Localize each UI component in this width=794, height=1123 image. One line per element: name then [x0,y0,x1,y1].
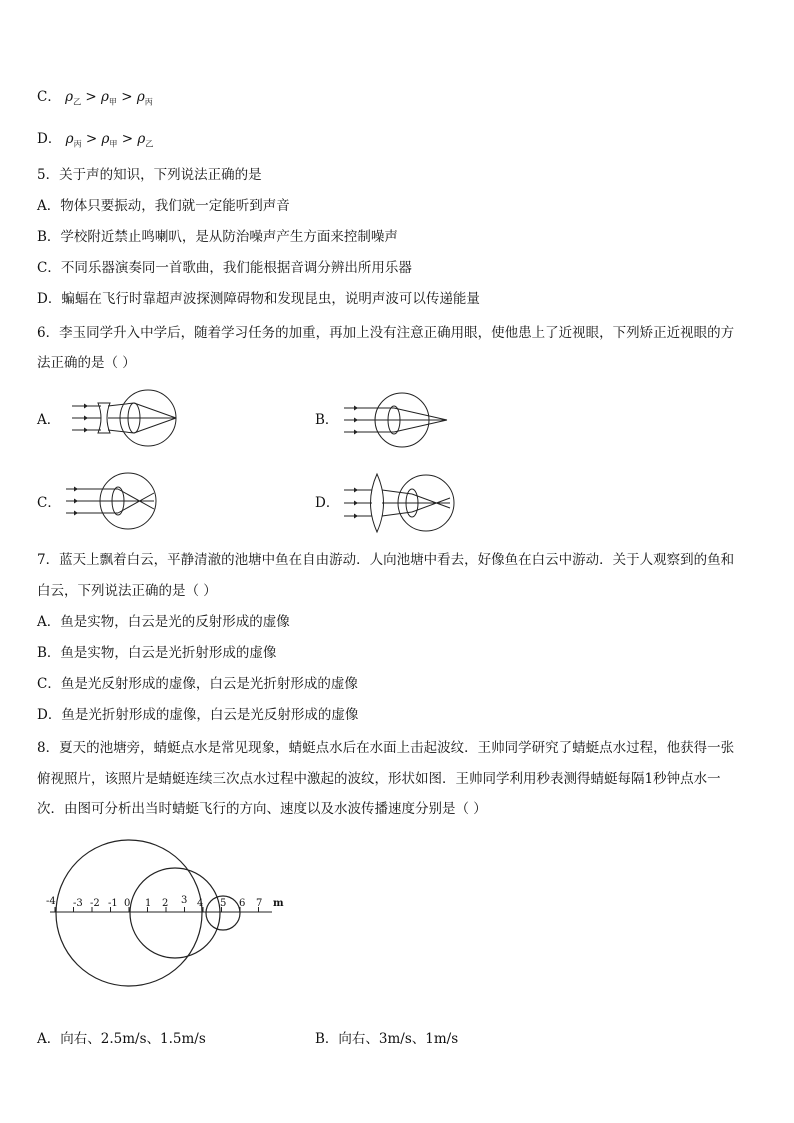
eye-diagram-d [342,472,462,538]
q6-stem-line1: 6．李玉同学升入中学后，随着学习任务的加重，再加上没有注意正确用眼，使他患上了近视眼，下列矫正近视眼的方 [37,325,735,341]
q6-option-d-label[interactable]: D． [315,495,340,511]
tick-label-2: 2 [162,898,169,909]
q6-stem-line2: 法正确的是（ ） [37,355,136,371]
q6-option-a-label[interactable]: A． [37,412,61,428]
tick-label-6: 6 [239,898,246,909]
q6-option-b-label[interactable]: B． [315,412,339,428]
q7-stem-line1: 7．蓝天上飘着白云，平静清澈的池塘中鱼在自由游动．人向池塘中看去，好像鱼在白云中游动．关于人观察到的鱼和 [37,552,735,568]
axis-ticks [55,907,259,912]
q8-stem-line1: 8．夏天的池塘旁，蜻蜓点水是常见现象，蜻蜓点水后在水面上击起波纹．王帅同学研究了蜻蜓点水过程，他获得一张 [37,740,735,756]
tick-label-7: 7 [256,898,263,909]
tick-label-neg3: -3 [73,898,83,909]
eye-diagram-b [342,393,457,457]
tick-label-neg2: -2 [90,898,100,909]
q4-option-d[interactable]: D． $\rho_丙 > \rho_甲 > \rho_乙$ [37,131,154,149]
tick-label-4: 4 [197,898,204,909]
q7-option-d[interactable]: D．鱼是光折射形成的虚像，白云是光反射形成的虚像 [37,707,359,723]
tick-label-1: 1 [145,898,152,909]
q7-option-b[interactable]: B．鱼是实物，白云是光折射形成的虚像 [37,645,277,661]
q5-option-a[interactable]: A．物体只要振动，我们就一定能听到声音 [37,198,290,214]
ripple-diagram [40,826,290,1032]
q8-option-b[interactable]: B．向右、3m/s、1m/s [315,1031,459,1047]
tick-label-neg1: -1 [108,898,118,909]
q8-stem-line2: 俯视照片，该照片是蜻蜓连续三次点水过程中激起的波纹，形状如图．王帅同学利用秒表测得蜻蜓每隔1秒钟点水一 [37,771,721,787]
q5-stem: 5．关于声的知识，下列说法正确的是 [37,167,262,183]
q8-stem-line3: 次．由图可分析出当时蜻蜓飞行的方向、速度以及水波传播速度分别是（ ） [37,801,487,817]
q5-option-b[interactable]: B．学校附近禁止鸣喇叭，是从防治噪声产生方面来控制噪声 [37,229,398,245]
q6-option-c-label[interactable]: C． [37,495,61,511]
axis-unit-label: m [273,898,284,909]
q5-option-d[interactable]: D．蝙蝠在飞行时靠超声波探测障碍物和发现昆虫，说明声波可以传递能量 [37,291,480,307]
eye-diagram-c [64,471,164,535]
tick-label-3: 3 [181,895,188,906]
q5-option-c[interactable]: C．不同乐器演奏同一首歌曲，我们能根据音调分辨出所用乐器 [37,260,412,276]
q7-option-c[interactable]: C．鱼是光反射形成的虚像，白云是光折射形成的虚像 [37,676,358,692]
tick-label-5: 5 [220,898,227,909]
q8-option-a[interactable]: A．向右、2.5m/s、1.5m/s [37,1031,206,1047]
q4-option-c[interactable]: C． $\rho_乙 > \rho_甲 > \rho_丙$ [37,89,153,107]
tick-label-neg4: -4 [46,896,56,907]
q7-stem-line2: 白云，下列说法正确的是（ ） [37,583,217,599]
eye-diagram-a [68,388,183,452]
tick-label-0: 0 [124,898,131,909]
q7-option-a[interactable]: A．鱼是实物，白云是光的反射形成的虚像 [37,614,290,630]
